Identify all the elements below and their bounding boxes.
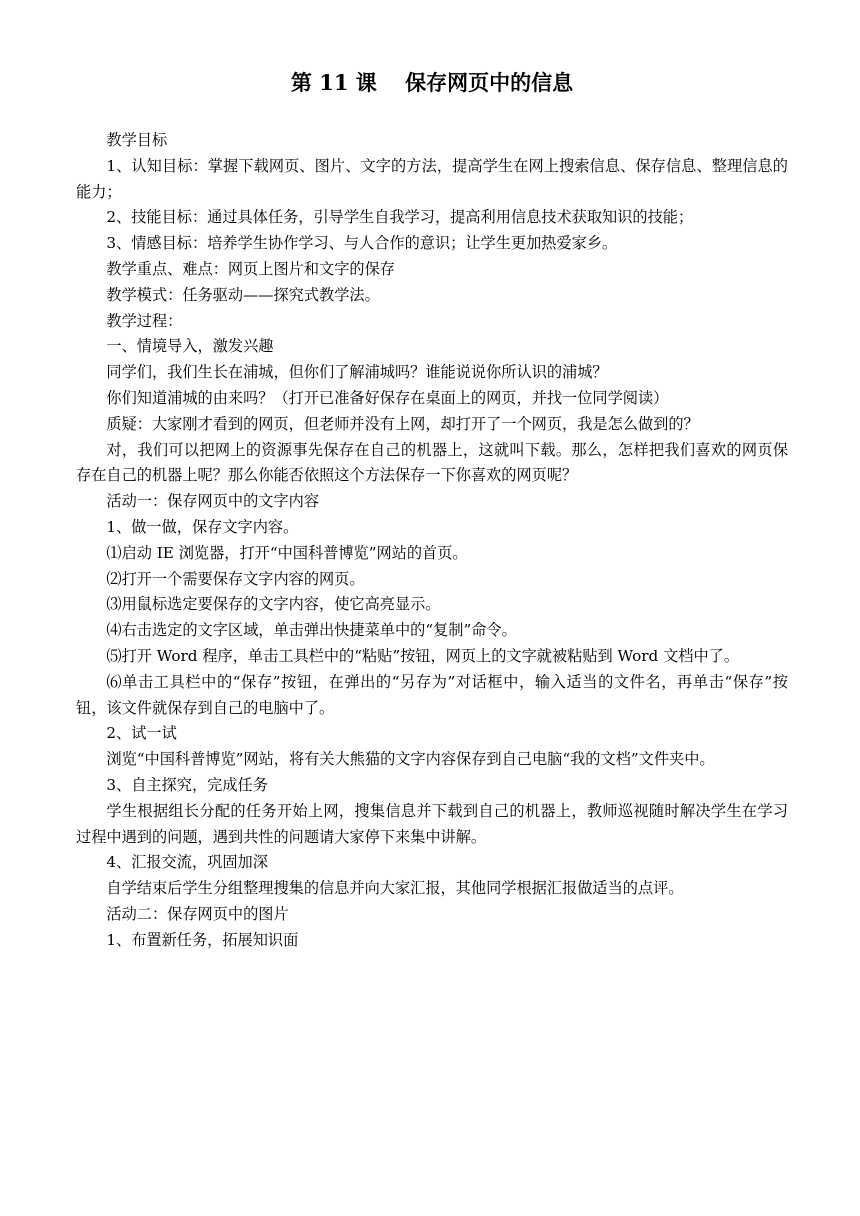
page-title: 第 11 课 保存网页中的信息	[290, 70, 574, 95]
section-heading-activity-1: 活动一：保存网页中的文字内容	[106, 492, 320, 511]
step-6: ⑹单击工具栏中的“保存”按钮，在弹出的“另存为”对话框中，输入适当的文件名，再单击“保存”按钮，该文件就保存到自己的电脑中了。	[76, 672, 788, 717]
step-3: ⑶用鼠标选定要保存的文字内容，使它高亮显示。	[106, 595, 441, 614]
step-2: ⑵打开一个需要保存文字内容的网页。	[106, 569, 365, 588]
step-5: ⑸打开 Word 程序，单击工具栏中的“粘贴”按钮，网页上的文字就被粘贴到 Word 文档中了。	[106, 646, 740, 665]
paragraph-try-it: 2、试一试	[106, 724, 177, 743]
step-1: ⑴启动 IE 浏览器，打开“中国科普博览”网站的首页。	[106, 543, 468, 562]
section-heading-intro: 一、情境导入，激发兴趣	[106, 337, 274, 356]
paragraph-try-it-task: 浏览“中国科普博览”网站，将有关大熊猫的文字内容保存到自己电脑“我的文档”文件夹中。	[106, 750, 715, 769]
paragraph-do-it: 1、做一做，保存文字内容。	[106, 517, 299, 536]
step-4: ⑷右击选定的文字区域，单击弹出快捷菜单中的“复制”命令。	[106, 621, 517, 640]
paragraph-emotion-goal: 3、情感目标：培养学生协作学习、与人合作的意识；让学生更加热爱家乡。	[106, 234, 618, 253]
section-heading-activity-2: 活动二：保存网页中的图片	[106, 904, 289, 923]
paragraph-report: 4、汇报交流，巩固加深	[106, 853, 268, 872]
paragraph-new-task: 1、布置新任务，拓展知识面	[106, 930, 299, 949]
document-page	[76, 66, 788, 954]
paragraph-teaching-mode: 教学模式：任务驱动——探究式教学法。	[106, 285, 380, 304]
paragraph-report-detail: 自学结束后学生分组整理搜集的信息并向大家汇报，其他同学根据汇报做适当的点评。	[106, 879, 684, 898]
paragraph-download-explanation: 对，我们可以把网上的资源事先保存在自己的机器上，这就叫下载。那么，怎样把我们喜欢的网页保存在自己的机器上呢？那么你能否依照这个方法保存一下你喜欢的网页呢？	[76, 440, 788, 485]
paragraph-self-explore: 3、自主探究，完成任务	[106, 775, 268, 794]
paragraph-cognitive-goal: 1、认知目标：掌握下载网页、图片、文字的方法，提高学生在网上搜索信息、保存信息、整理信息的能力；	[76, 156, 788, 201]
paragraph-teaching-goals: 教学目标	[106, 131, 168, 149]
paragraph-doubt: 质疑：大家刚才看到的网页，但老师并没有上网，却打开了一个网页，我是怎么做到的？	[106, 414, 699, 433]
paragraph-teaching-process: 教学过程：	[106, 311, 183, 330]
paragraph-intro-question: 同学们，我们生长在浦城，但你们了解浦城吗？谁能说说你所认识的浦城？	[106, 363, 608, 382]
paragraph-self-explore-detail: 学生根据组长分配的任务开始上网，搜集信息并下载到自己的机器上，教师巡视随时解决学生在学习过程中遇到的问题，遇到共性的问题请大家停下来集中讲解。	[76, 801, 788, 846]
paragraph-intro-origin: 你们知道浦城的由来吗？（打开已准备好保存在桌面上的网页，并找一位同学阅读）	[106, 388, 669, 407]
paragraph-skill-goal: 2、技能目标：通过具体任务，引导学生自我学习，提高利用信息技术获取知识的技能；	[106, 208, 694, 227]
document-body	[76, 128, 788, 954]
paragraph-key-points: 教学重点、难点：网页上图片和文字的保存	[106, 259, 395, 278]
